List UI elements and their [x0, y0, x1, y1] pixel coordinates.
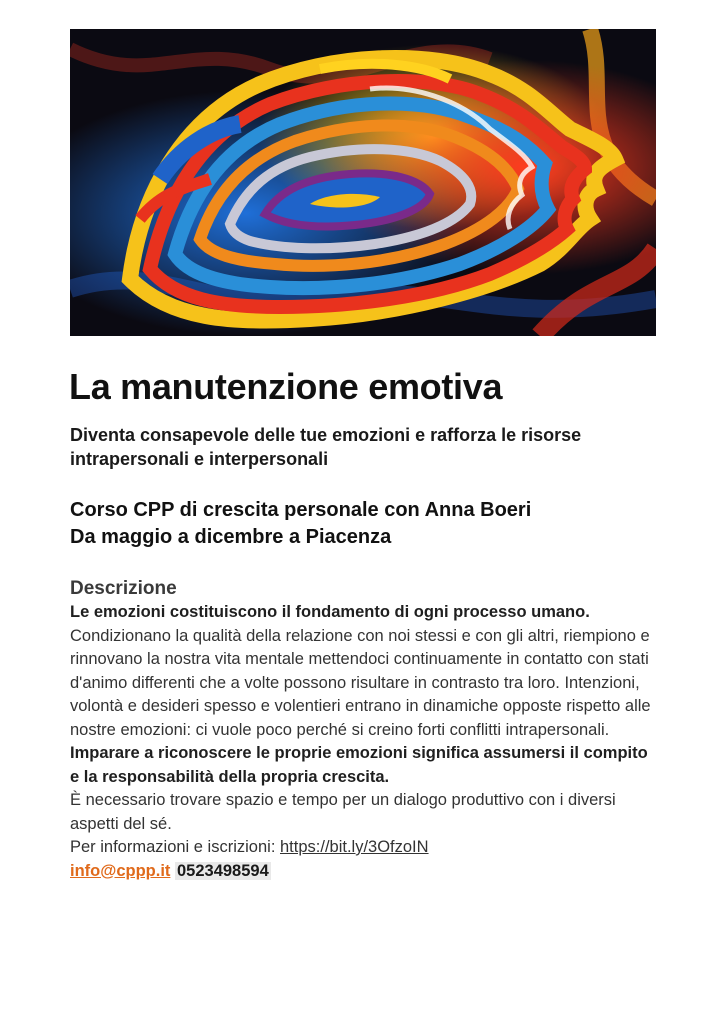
course-line-teacher: Corso CPP di crescita personale con Anna Boeri [70, 499, 532, 521]
description-heading: Descrizione [70, 578, 177, 599]
info-label: Per informazioni e iscrizioni: [70, 838, 280, 856]
description-section [70, 577, 660, 883]
abstract-faces-illustration [70, 29, 656, 336]
course-line-dates: Da maggio a dicembre a Piacenza [70, 526, 392, 548]
contact-line [70, 860, 660, 884]
phone-number: 0523498594 [177, 861, 269, 880]
course-info [70, 497, 670, 551]
page-title: La manutenzione emotiva [69, 366, 503, 407]
email-link[interactable]: info@cppp.it [70, 861, 171, 880]
description-closing: È necessario trovare spazio e tempo per un dialogo produttivo con i diversi aspetti del sé. [70, 791, 616, 833]
info-line [70, 836, 660, 860]
page-subtitle: Diventa consapevole delle tue emozioni e rafforza le risorse intrapersonali e interpersonali [70, 425, 582, 469]
description-body: Condizionano la qualità della relazione con noi stessi e con gli altri, riempiono e rinnovano la nostra vita mentale mettendoci continuamente in contatto con stati d'animo differenti che a volte possono risultare in contrasto tra loro. Intenzioni, volontà e desideri spesso e volentieri entrano in dinamiche opposte rispetto alle nostre emozioni: ci vuole poco perché si creino forti conflitti intrapersonali. [70, 626, 651, 739]
hero-image [70, 29, 656, 336]
registration-link[interactable]: https://bit.ly/3OfzoIN [280, 838, 429, 856]
description-emphasis: Imparare a riconoscere le proprie emozioni significa assumersi il compito e la responsabilità della propria crescita. [70, 744, 648, 786]
description-lead: Le emozioni costituiscono il fondamento di ogni processo umano. [70, 603, 590, 621]
